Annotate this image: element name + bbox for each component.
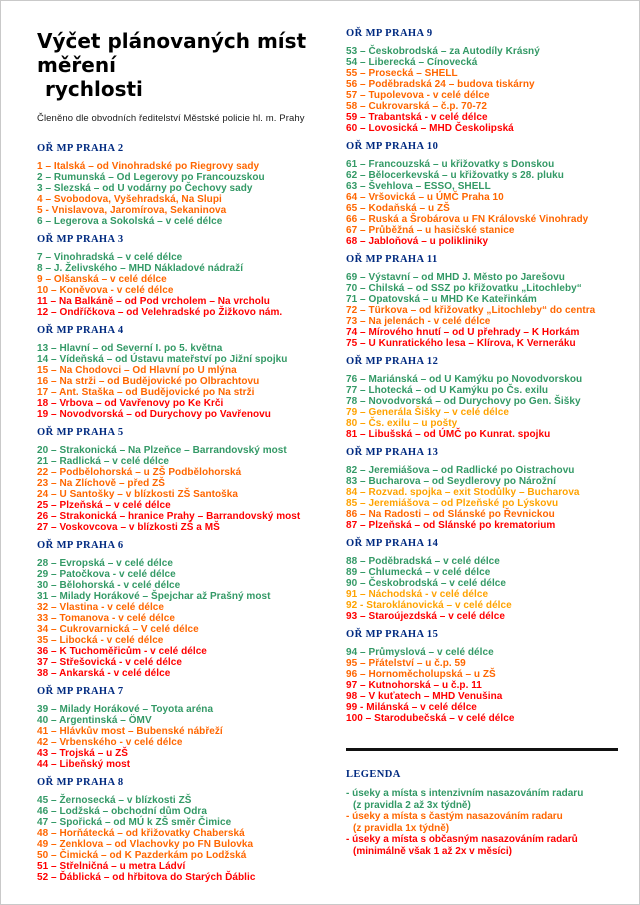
- measurement-location-item: 71 – Opatovská – u MHD Ke Kateřinkám: [346, 294, 537, 305]
- measurement-location-item: 52 – Ďáblická – od hřbitova do Starých Ďáblic: [37, 872, 256, 883]
- measurement-location-item: 97 – Kutnohorská – u č.p. 11: [346, 680, 482, 691]
- district-section: [346, 537, 634, 622]
- measurement-location-item: 32 – Vlastina - v celé délce: [37, 602, 165, 613]
- measurement-location-item: 3 – Slezská – od U vodárny po Čechovy sady: [37, 183, 253, 194]
- district-items: [37, 704, 343, 770]
- district-header: OŘ MP PRAHA 13: [346, 447, 439, 458]
- measurement-location-item: 36 – K Tuchoměřicům - v celé délce: [37, 646, 207, 657]
- district-section: [346, 140, 634, 247]
- measurement-location-item: 57 – Tupolevova - v celé délce: [346, 90, 490, 101]
- measurement-location-item: 54 – Liberecká – Cínovecká: [346, 57, 478, 68]
- page-title: [37, 29, 343, 101]
- measurement-location-item: 13 – Hlavní – od Severní I. po 5. května: [37, 343, 223, 354]
- legend-divider-line: [346, 748, 618, 751]
- measurement-location-item: 40 – Argentinská – ÖMV: [37, 715, 152, 726]
- measurement-location-item: 10 – Koněvova - v celé délce: [37, 285, 174, 296]
- left-column-sections: [37, 142, 343, 883]
- district-section: [346, 628, 634, 724]
- measurement-location-item: 87 – Plzeňská – od Slánské po krematorium: [346, 520, 556, 531]
- district-header: OŘ MP PRAHA 11: [346, 254, 438, 265]
- measurement-location-item: 61 – Francouzská – u křižovatky s Donskou: [346, 159, 555, 170]
- legend-entry: [346, 811, 634, 834]
- district-header: OŘ MP PRAHA 2: [37, 143, 124, 154]
- measurement-location-item: 4 – Svobodova, Vyšehradská, Na Slupi: [37, 194, 222, 205]
- measurement-location-item: 93 – Staroújezdská – v celé délce: [346, 611, 505, 622]
- district-items: [346, 647, 634, 724]
- measurement-location-item: 79 – Generála Šišky – v celé délce: [346, 407, 509, 418]
- legend-entry: [346, 788, 634, 811]
- measurement-location-item: 28 – Evropská – v celé délce: [37, 558, 173, 569]
- measurement-location-item: 46 – Lodžská – obchodní dům Odra: [37, 806, 207, 817]
- measurement-location-item: 39 – Milady Horákové – Toyota aréna: [37, 704, 214, 715]
- district-header: OŘ MP PRAHA 9: [346, 28, 433, 39]
- measurement-location-item: 44 – Libeňský most: [37, 759, 131, 770]
- district-items: [37, 445, 343, 533]
- district-section: [346, 253, 634, 349]
- measurement-location-item: 12 – Ondříčkova – od Velehradské po Žižkovo nám.: [37, 307, 283, 318]
- district-items: [346, 556, 634, 622]
- legend-entry-text: - úseky a místa s intenzivním nasazováním radaru: [346, 788, 584, 799]
- measurement-location-item: 1 – Italská – od Vinohradské po Riegrovy sady: [37, 161, 260, 172]
- measurement-location-item: 18 – Vrbova – od Vavřenovy po Ke Krči: [37, 398, 224, 409]
- measurement-location-item: 90 – Českobrodská – v celé délce: [346, 578, 507, 589]
- measurement-location-item: 35 – Libocká - v celé délce: [37, 635, 164, 646]
- measurement-location-item: 2 – Rumunská – Od Legerovy po Francouzskou: [37, 172, 265, 183]
- measurement-location-item: 27 – Voskovcova – v blízkosti ZŠ a MŠ: [37, 522, 220, 533]
- measurement-location-item: 22 – Podbělohorská – u ZŠ Podbělohorská: [37, 467, 242, 478]
- measurement-location-item: 78 – Novodvorská – od Durychovy po Gen. Šišky: [346, 396, 581, 407]
- measurement-location-item: 41 – Hlávkův most – Bubenské nábřeží: [37, 726, 223, 737]
- district-items: [346, 46, 634, 134]
- measurement-location-item: 94 – Průmyslová – v celé délce: [346, 647, 494, 658]
- legend-entries: [346, 788, 634, 857]
- measurement-location-item: 69 – Výstavní – od MHD J. Město po Jarešovu: [346, 272, 565, 283]
- measurement-location-item: 29 – Patočkova - v celé délce: [37, 569, 176, 580]
- measurement-location-item: 34 – Cukrovarnická – V celé délce: [37, 624, 199, 635]
- measurement-location-item: 9 – Olšanská – v celé délce: [37, 274, 167, 285]
- measurement-location-item: 99 - Milánská – v celé délce: [346, 702, 477, 713]
- measurement-location-item: 7 – Vinohradská – v celé délce: [37, 252, 183, 263]
- page-title-line1: Výčet plánovaných míst měření: [37, 29, 307, 77]
- measurement-location-item: 30 – Bělohorská - v celé délce: [37, 580, 181, 591]
- measurement-location-item: 20 – Strakonická – Na Plzeňce – Barrandovský most: [37, 445, 287, 456]
- measurement-location-item: 73 – Na jelenách - v celé délce: [346, 316, 491, 327]
- measurement-location-item: 95 – Přátelství – u č.p. 59: [346, 658, 466, 669]
- district-items: [37, 343, 343, 420]
- measurement-location-item: 55 – Prosecká – SHELL: [346, 68, 458, 79]
- measurement-location-item: 38 – Ankarská - v celé délce: [37, 668, 171, 679]
- measurement-location-item: 16 – Na strži – od Budějovické po Olbrachtovu: [37, 376, 260, 387]
- district-items: [346, 159, 634, 247]
- measurement-location-item: 11 – Na Balkáně – od Pod vrcholem – Na vrcholu: [37, 296, 270, 307]
- measurement-location-item: 67 – Průběžná – u hasičské stanice: [346, 225, 515, 236]
- measurement-location-item: 24 – U Santošky – v blízkosti ZŠ Santoška: [37, 489, 239, 500]
- measurement-location-item: 6 – Legerova a Sokolská – v celé délce: [37, 216, 223, 227]
- measurement-location-item: 96 – Hornoměcholupská – u ZŠ: [346, 669, 496, 680]
- district-header: OŘ MP PRAHA 10: [346, 141, 439, 152]
- measurement-location-item: 42 – Vrbenského - v celé délce: [37, 737, 183, 748]
- measurement-location-item: 82 – Jeremiášova – od Radlické po Oistrachovu: [346, 465, 575, 476]
- measurement-location-item: 81 – Libušská – od ÚMČ po Kunrat. spojku: [346, 429, 551, 440]
- measurement-location-item: 59 – Trabantská - v celé délce: [346, 112, 488, 123]
- legend-entry: [346, 834, 634, 857]
- district-items: [37, 161, 343, 227]
- measurement-location-item: 43 – Trojská – u ZŠ: [37, 748, 128, 759]
- measurement-location-item: 25 – Plzeňská – v celé délce: [37, 500, 171, 511]
- measurement-location-item: 70 – Chilská – od SSZ po křižovatku „Litochleby“: [346, 283, 582, 294]
- right-column-sections: [346, 27, 634, 724]
- district-header: OŘ MP PRAHA 7: [37, 686, 124, 697]
- measurement-location-item: 84 – Rozvad. spojka – exit Stodůlky – Bucharova: [346, 487, 580, 498]
- measurement-location-item: 47 – Spořická – od MÚ k ZŠ směr Čimice: [37, 817, 232, 828]
- measurement-location-item: 45 – Žernosecká – v blízkosti ZŠ: [37, 795, 192, 806]
- measurement-location-item: 48 – Horňátecká – od křižovatky Chaberská: [37, 828, 245, 839]
- legend: [346, 769, 634, 857]
- district-section: [37, 426, 343, 533]
- district-items: [346, 465, 634, 531]
- district-header: OŘ MP PRAHA 12: [346, 356, 439, 367]
- measurement-location-item: 21 – Radlická – v celé délce: [37, 456, 170, 467]
- district-section: [37, 685, 343, 770]
- measurement-location-item: 72 – Türkova – od křižovatky „Litochleby“ do centra: [346, 305, 596, 316]
- district-items: [37, 558, 343, 679]
- district-header: OŘ MP PRAHA 14: [346, 538, 439, 549]
- measurement-location-item: 68 – Jabloňová – u polikliniky: [346, 236, 489, 247]
- legend-entry-frequency: (z pravidla 1x týdně): [353, 822, 450, 834]
- district-items: [346, 272, 634, 349]
- district-items: [37, 795, 343, 883]
- measurement-location-item: 91 – Náchodská - v celé délce: [346, 589, 489, 600]
- measurement-location-item: 92 - Staroklánovická – v celé délce: [346, 600, 512, 611]
- measurement-location-item: 33 – Tomanova - v celé délce: [37, 613, 175, 624]
- district-section: [37, 324, 343, 420]
- measurement-location-item: 77 – Lhotecká – od U Kamýku po Čs. exilu: [346, 385, 549, 396]
- measurement-location-item: 53 – Českobrodská – za Autodíly Krásný: [346, 46, 540, 57]
- district-header: OŘ MP PRAHA 6: [37, 540, 124, 551]
- district-section: [346, 355, 634, 440]
- measurement-location-item: 98 – V kuťatech – MHD Venušina: [346, 691, 503, 702]
- measurement-location-item: 62 – Bělocerkevská – u křižovatky s 28. pluku: [346, 170, 564, 181]
- measurement-location-item: 88 – Poděbradská – v celé délce: [346, 556, 500, 567]
- district-section: [346, 446, 634, 531]
- left-column: [37, 1, 343, 883]
- measurement-location-item: 83 – Bucharova – od Seydlerovy po Nárožní: [346, 476, 556, 487]
- district-header: OŘ MP PRAHA 8: [37, 777, 124, 788]
- measurement-location-item: 75 – U Kunratického lesa – Klírova, K Verneráku: [346, 338, 576, 349]
- measurement-location-item: 86 – Na Radosti – od Slánské po Řevnickou: [346, 509, 555, 520]
- district-section: [346, 27, 634, 134]
- measurement-location-item: 50 – Čimická – od K Pazderkám po Lodžská: [37, 850, 247, 861]
- legend-entry-text: - úseky a místa s častým nasazováním radaru: [346, 811, 563, 822]
- measurement-location-item: 8 – J. Želivského – MHD Nákladové nádraží: [37, 263, 244, 274]
- legend-entry-frequency: (minimálně však 1 až 2x v měsíci): [353, 845, 512, 857]
- measurement-location-item: 76 – Mariánská – od U Kamýku po Novodvorskou: [346, 374, 583, 385]
- district-section: [37, 776, 343, 883]
- measurement-location-item: 37 – Střešovická - v celé délce: [37, 657, 182, 668]
- district-header: OŘ MP PRAHA 15: [346, 629, 439, 640]
- page-subtitle: Členěno dle obvodních ředitelství Městské policie hl. m. Prahy: [37, 113, 305, 124]
- district-section: [37, 539, 343, 679]
- measurement-location-item: 65 – Kodaňská – u ZŠ: [346, 203, 450, 214]
- measurement-location-item: 31 – Milady Horákové – Špejchar až Prašný most: [37, 591, 271, 602]
- measurement-location-item: 15 – Na Chodovci – Od Hlavní po U mlýna: [37, 365, 237, 376]
- measurement-location-item: 63 – Švehlova – ESSO, SHELL: [346, 181, 491, 192]
- measurement-location-item: 5 - Vnislavova, Jaromírova, Sekaninova: [37, 205, 227, 216]
- measurement-location-item: 49 – Zenklova – od Vlachovky po FN Bulovka: [37, 839, 254, 850]
- measurement-location-item: 26 – Strakonická – hranice Prahy – Barrandovský most: [37, 511, 301, 522]
- district-header: OŘ MP PRAHA 3: [37, 234, 124, 245]
- measurement-location-item: 64 – Vršovická – u ÚMČ Praha 10: [346, 192, 504, 203]
- measurement-location-item: 89 – Chlumecká – v celé délce: [346, 567, 491, 578]
- district-items: [37, 252, 343, 318]
- measurement-location-item: 60 – Lovosická – MHD Českolipská: [346, 123, 514, 134]
- right-column: [346, 1, 634, 857]
- measurement-location-item: 58 – Cukrovarská – č.p. 70-72: [346, 101, 487, 112]
- measurement-location-item: 74 – Mírového hnutí – od U přehrady – K Horkám: [346, 327, 580, 338]
- measurement-location-item: 14 – Vídeňská – od Ústavu mateřství po Jižní spojku: [37, 354, 288, 365]
- measurement-location-item: 17 – Ant. Staška – od Budějovické po Na strži: [37, 387, 255, 398]
- measurement-location-item: 66 – Ruská a Šrobárova u FN Královské Vinohrady: [346, 214, 589, 225]
- measurement-location-item: 56 – Poděbradská 24 – budova tiskárny: [346, 79, 535, 90]
- district-header: OŘ MP PRAHA 5: [37, 427, 124, 438]
- measurement-location-item: 100 – Starodubečská – v celé délce: [346, 713, 515, 724]
- district-section: [37, 233, 343, 318]
- legend-entry-text: - úseky a místa s občasným nasazováním radarů: [346, 834, 578, 845]
- measurement-location-item: 85 – Jeremiášova – od Plzeňské po Lýskovu: [346, 498, 559, 509]
- measurement-location-item: 23 – Na Zlíchově – před ZŠ: [37, 478, 166, 489]
- legend-header: LEGENDA: [346, 769, 401, 780]
- district-items: [346, 374, 634, 440]
- measurement-location-item: 80 – Čs. exilu – u pošty: [346, 418, 458, 429]
- measurement-location-item: 19 – Novodvorská – od Durychovy po Vavřenovu: [37, 409, 271, 420]
- district-section: [37, 142, 343, 227]
- district-header: OŘ MP PRAHA 4: [37, 325, 124, 336]
- page-title-line2: rychlosti: [45, 77, 143, 101]
- measurement-location-item: 51 – Střelničná – u metra Ládví: [37, 861, 186, 872]
- legend-entry-frequency: (z pravidla 2 až 3x týdně): [353, 799, 471, 811]
